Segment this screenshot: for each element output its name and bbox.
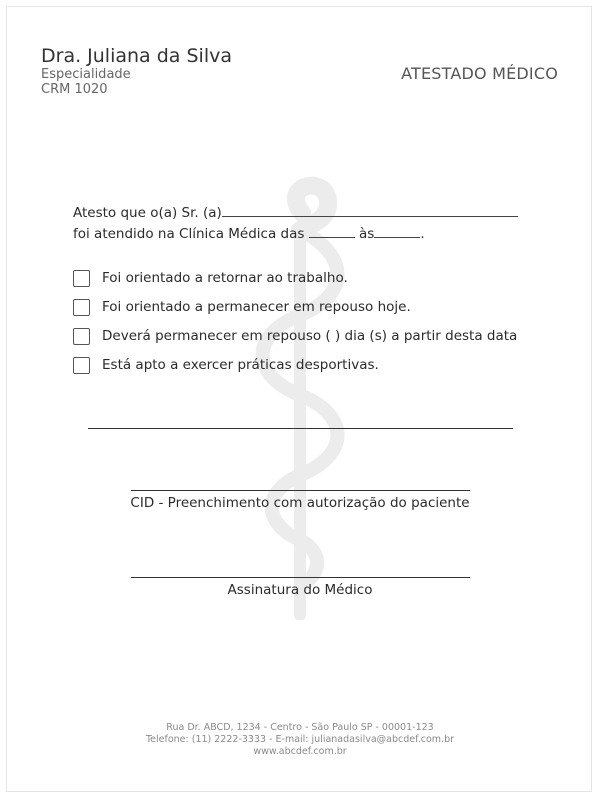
- attendance-suffix: .: [420, 226, 425, 242]
- option-label: Deverá permanecer em repouso ( ) dia (s) a partir desta data: [102, 328, 518, 344]
- document-title: ATESTADO MÉDICO: [401, 64, 558, 83]
- doctor-crm: CRM 1020: [41, 82, 108, 97]
- checkbox[interactable]: [73, 328, 90, 345]
- start-time-blank[interactable]: [309, 224, 355, 238]
- attendance-time-line: [73, 224, 425, 242]
- patient-statement-line: [73, 203, 518, 221]
- doctor-name: Dra. Juliana da Silva: [41, 45, 232, 67]
- patient-name-blank[interactable]: [222, 203, 518, 217]
- attendance-middle: às: [359, 226, 375, 242]
- footer-website: www.abcdef.com.br: [253, 746, 347, 757]
- option-rest-days[interactable]: [73, 326, 517, 346]
- signature-caption: Assinatura do Médico: [227, 582, 373, 598]
- option-label: Foi orientado a retornar ao trabalho.: [102, 270, 348, 286]
- footer-contact: Telefone: (11) 2222-3333 - E-mail: julianadasilva@abcdef.com.br: [145, 734, 455, 745]
- statement-prefix: Atesto que o(a) Sr. (a): [73, 205, 222, 221]
- option-label: Está apto a exercer práticas desportivas.: [102, 357, 379, 373]
- option-label: Foi orientado a permanecer em repouso hoje.: [102, 299, 411, 315]
- checkbox[interactable]: [73, 270, 90, 287]
- cid-caption: CID - Preenchimento com autorização do paciente: [130, 495, 470, 511]
- signature-line[interactable]: [131, 577, 470, 578]
- footer-address: Rua Dr. ABCD, 1234 - Centro - São Paulo SP - 00001-123: [166, 722, 434, 733]
- end-time-blank[interactable]: [374, 224, 420, 238]
- checkbox[interactable]: [73, 299, 90, 316]
- option-return-to-work[interactable]: [73, 268, 348, 288]
- option-rest-today[interactable]: [73, 297, 411, 317]
- attendance-prefix: foi atendido na Clínica Médica das: [73, 226, 305, 242]
- free-text-line[interactable]: [88, 428, 513, 429]
- checkbox[interactable]: [73, 357, 90, 374]
- cid-line[interactable]: [131, 490, 470, 491]
- option-fit-for-sports[interactable]: [73, 355, 379, 375]
- doctor-specialty: Especialidade: [41, 67, 131, 82]
